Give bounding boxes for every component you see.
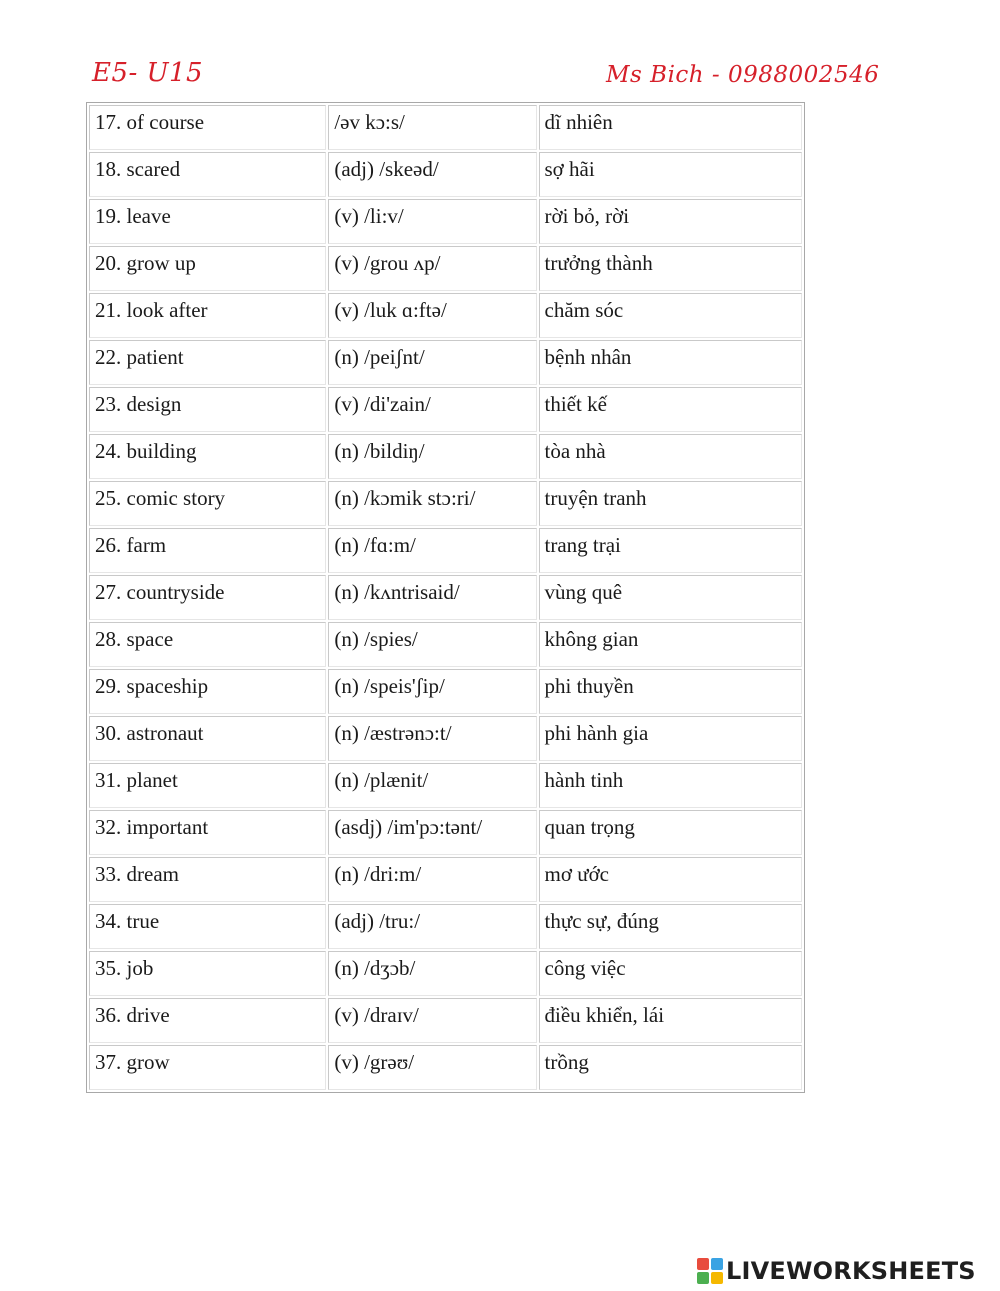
vocab-meaning-cell: phi thuyền bbox=[539, 669, 803, 714]
vocab-phonetic-cell: (adj) /tru:/ bbox=[328, 904, 536, 949]
table-row bbox=[89, 575, 802, 620]
table-row bbox=[89, 293, 802, 338]
vocab-word-cell: 28. space bbox=[89, 622, 326, 667]
table-row bbox=[89, 763, 802, 808]
table-row bbox=[89, 998, 802, 1043]
vocab-phonetic-cell: (n) /æstrənɔ:t/ bbox=[328, 716, 536, 761]
vocab-word-cell: 33. dream bbox=[89, 857, 326, 902]
vocab-meaning-cell: hành tinh bbox=[539, 763, 803, 808]
table-row bbox=[89, 810, 802, 855]
vocab-word-cell: 17. of course bbox=[89, 105, 326, 150]
vocab-word-cell: 36. drive bbox=[89, 998, 326, 1043]
vocab-phonetic-cell: (v) /draɪv/ bbox=[328, 998, 536, 1043]
table-row bbox=[89, 481, 802, 526]
vocab-meaning-cell: bệnh nhân bbox=[539, 340, 803, 385]
table-row bbox=[89, 857, 802, 902]
vocab-meaning-cell: thiết kế bbox=[539, 387, 803, 432]
vocab-word-cell: 20. grow up bbox=[89, 246, 326, 291]
liveworksheets-logo-icon bbox=[697, 1258, 723, 1284]
vocab-phonetic-cell: (n) /plænit/ bbox=[328, 763, 536, 808]
vocab-word-cell: 21. look after bbox=[89, 293, 326, 338]
table-row bbox=[89, 622, 802, 667]
vocab-meaning-cell: quan trọng bbox=[539, 810, 803, 855]
vocab-phonetic-cell: (n) /spies/ bbox=[328, 622, 536, 667]
vocab-word-cell: 31. planet bbox=[89, 763, 326, 808]
table-row bbox=[89, 669, 802, 714]
logo-square-blue bbox=[711, 1258, 723, 1270]
vocab-meaning-cell: sợ hãi bbox=[539, 152, 803, 197]
table-row bbox=[89, 528, 802, 573]
vocab-phonetic-cell: (v) /grəʊ/ bbox=[328, 1045, 536, 1090]
vocab-word-cell: 37. grow bbox=[89, 1045, 326, 1090]
logo-square-green bbox=[697, 1272, 709, 1284]
vocab-meaning-cell: thực sự, đúng bbox=[539, 904, 803, 949]
vocab-meaning-cell: không gian bbox=[539, 622, 803, 667]
table-row bbox=[89, 246, 802, 291]
vocab-meaning-cell: công việc bbox=[539, 951, 803, 996]
vocab-meaning-cell: điều khiển, lái bbox=[539, 998, 803, 1043]
vocab-word-cell: 24. building bbox=[89, 434, 326, 479]
vocab-meaning-cell: tòa nhà bbox=[539, 434, 803, 479]
vocab-meaning-cell: phi hành gia bbox=[539, 716, 803, 761]
vocab-meaning-cell: mơ ước bbox=[539, 857, 803, 902]
table-row bbox=[89, 904, 802, 949]
vocab-phonetic-cell: (n) /dri:m/ bbox=[328, 857, 536, 902]
vocab-word-cell: 30. astronaut bbox=[89, 716, 326, 761]
vocab-phonetic-cell: (n) /kɔmik stɔ:ri/ bbox=[328, 481, 536, 526]
vocab-word-cell: 22. patient bbox=[89, 340, 326, 385]
vocab-phonetic-cell: (v) /luk ɑ:ftə/ bbox=[328, 293, 536, 338]
table-row bbox=[89, 951, 802, 996]
table-row bbox=[89, 152, 802, 197]
worksheet-unit-label: E5- U15 bbox=[92, 58, 204, 88]
vocab-meaning-cell: trồng bbox=[539, 1045, 803, 1090]
vocab-phonetic-cell: (n) /kʌntrisaid/ bbox=[328, 575, 536, 620]
vocabulary-table bbox=[86, 102, 805, 1093]
vocab-meaning-cell: rời bỏ, rời bbox=[539, 199, 803, 244]
vocab-word-cell: 35. job bbox=[89, 951, 326, 996]
vocab-meaning-cell: truyện tranh bbox=[539, 481, 803, 526]
vocab-word-cell: 32. important bbox=[89, 810, 326, 855]
vocab-meaning-cell: trưởng thành bbox=[539, 246, 803, 291]
vocab-word-cell: 34. true bbox=[89, 904, 326, 949]
table-row bbox=[89, 340, 802, 385]
teacher-contact-label: Ms Bich - 0988002546 bbox=[606, 62, 880, 88]
vocab-phonetic-cell: /əv kɔ:s/ bbox=[328, 105, 536, 150]
vocab-meaning-cell: dĩ nhiên bbox=[539, 105, 803, 150]
table-row bbox=[89, 105, 802, 150]
vocab-word-cell: 25. comic story bbox=[89, 481, 326, 526]
vocab-phonetic-cell: (n) /bildiŋ/ bbox=[328, 434, 536, 479]
vocab-word-cell: 29. spaceship bbox=[89, 669, 326, 714]
vocab-word-cell: 23. design bbox=[89, 387, 326, 432]
vocab-phonetic-cell: (asdj) /im'pɔ:tənt/ bbox=[328, 810, 536, 855]
vocab-word-cell: 18. scared bbox=[89, 152, 326, 197]
vocab-phonetic-cell: (n) /dʒɔb/ bbox=[328, 951, 536, 996]
vocab-meaning-cell: trang trại bbox=[539, 528, 803, 573]
vocab-phonetic-cell: (adj) /skeəd/ bbox=[328, 152, 536, 197]
vocab-meaning-cell: vùng quê bbox=[539, 575, 803, 620]
table-row bbox=[89, 716, 802, 761]
logo-square-yellow bbox=[711, 1272, 723, 1284]
vocab-word-cell: 27. countryside bbox=[89, 575, 326, 620]
vocab-phonetic-cell: (v) /di'zain/ bbox=[328, 387, 536, 432]
vocab-phonetic-cell: (v) /grou ʌp/ bbox=[328, 246, 536, 291]
vocab-phonetic-cell: (n) /fɑ:m/ bbox=[328, 528, 536, 573]
vocabulary-table-body bbox=[89, 105, 802, 1090]
liveworksheets-brand-text: LIVEWORKSHEETS bbox=[726, 1257, 976, 1285]
vocab-phonetic-cell: (n) /peiʃnt/ bbox=[328, 340, 536, 385]
vocab-phonetic-cell: (v) /li:v/ bbox=[328, 199, 536, 244]
vocab-word-cell: 19. leave bbox=[89, 199, 326, 244]
vocab-meaning-cell: chăm sóc bbox=[539, 293, 803, 338]
vocab-phonetic-cell: (n) /speis'ʃip/ bbox=[328, 669, 536, 714]
liveworksheets-brand bbox=[697, 1256, 976, 1286]
table-row bbox=[89, 1045, 802, 1090]
table-row bbox=[89, 434, 802, 479]
vocab-word-cell: 26. farm bbox=[89, 528, 326, 573]
table-row bbox=[89, 199, 802, 244]
table-row bbox=[89, 387, 802, 432]
logo-square-red bbox=[697, 1258, 709, 1270]
